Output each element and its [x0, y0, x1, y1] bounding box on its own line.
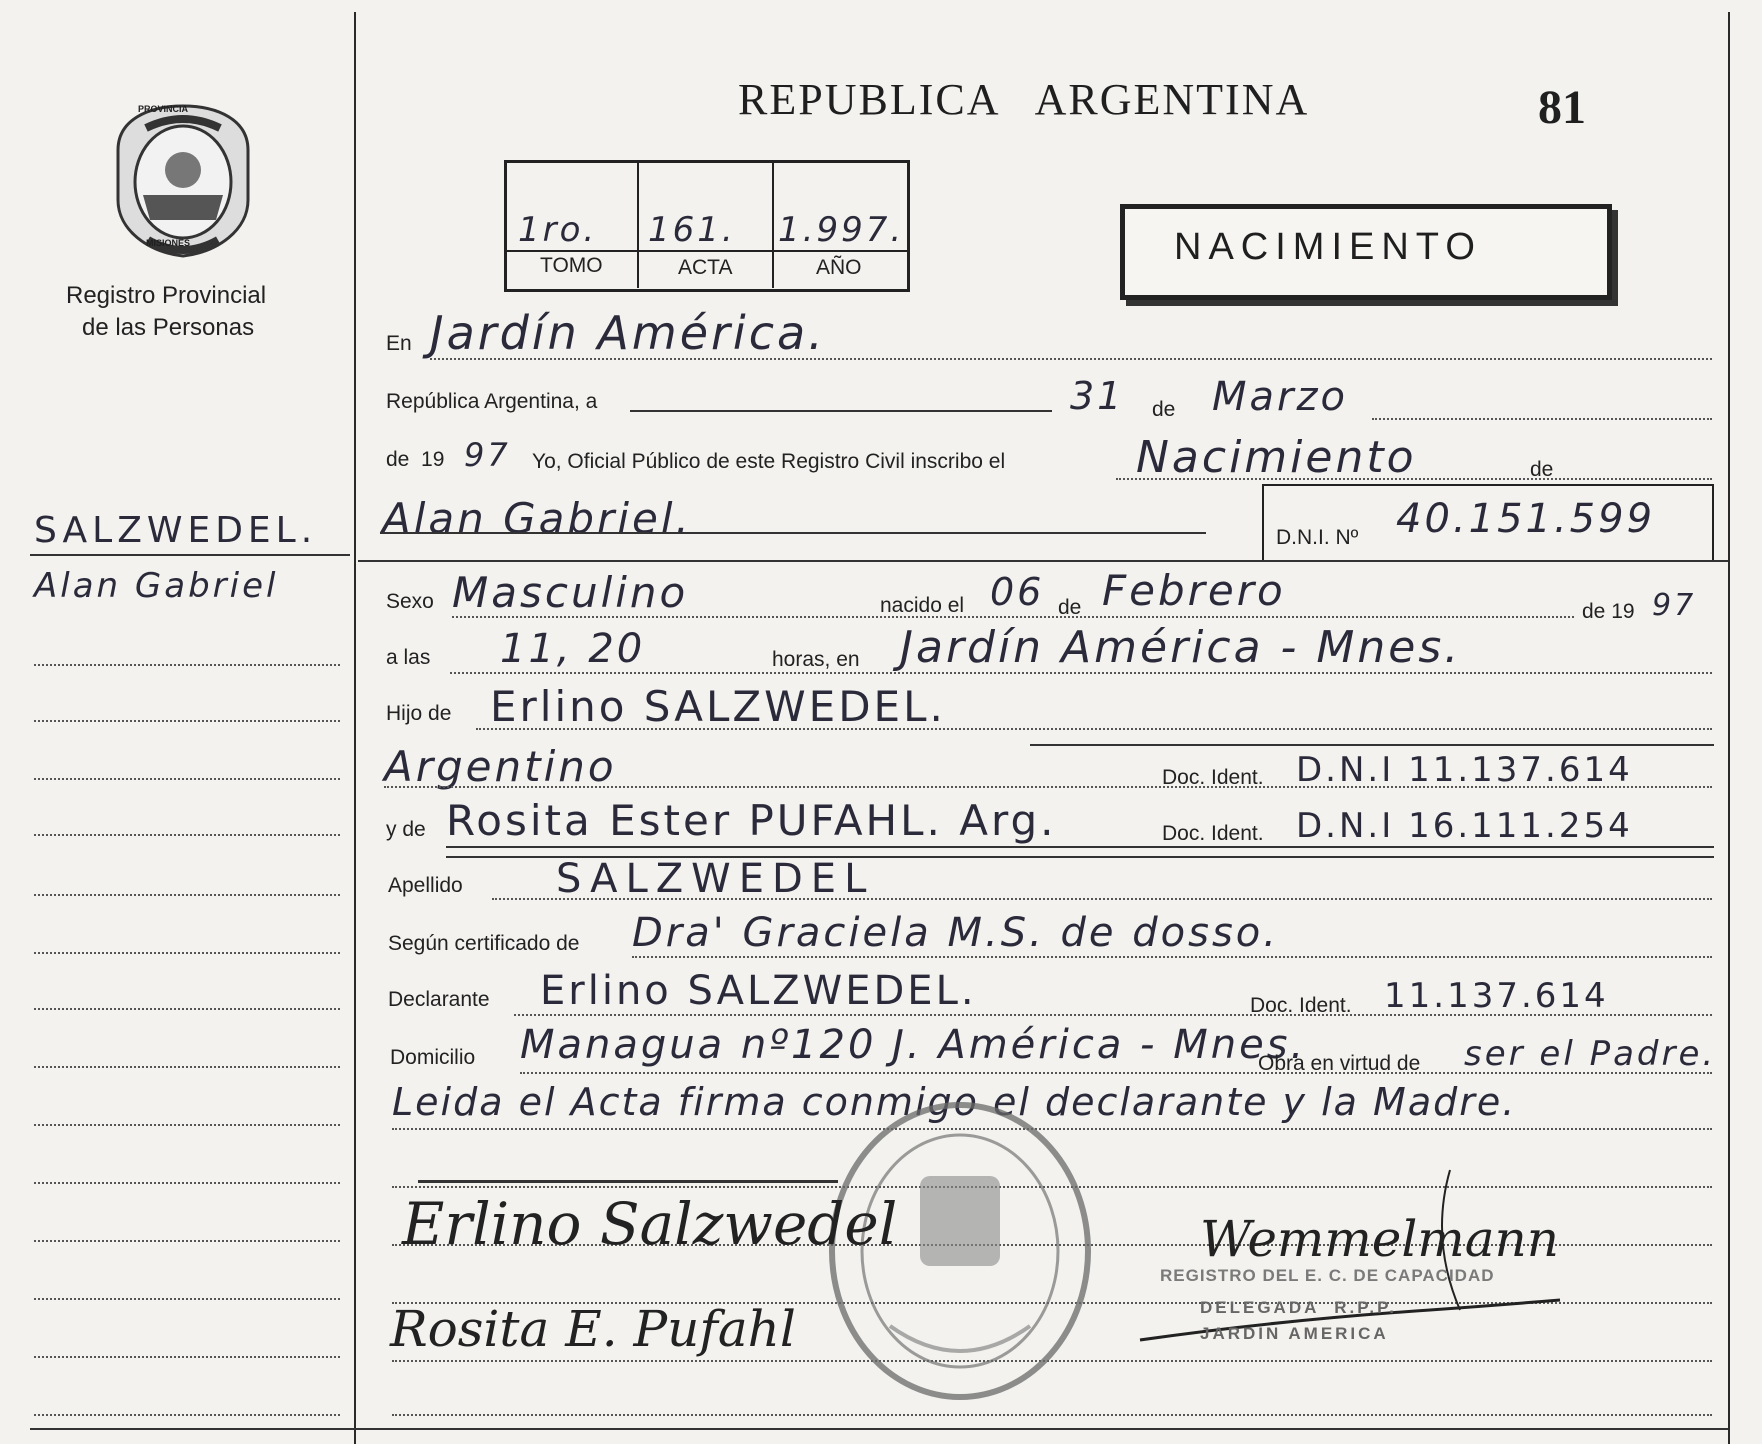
document-type: NACIMIENTO — [1174, 226, 1482, 268]
apellido-value: SALZWEDEL — [556, 856, 875, 902]
seal-text-bottom: MISIONES — [146, 238, 191, 248]
month-value: Marzo — [1212, 374, 1348, 420]
margin-surname: SALZWEDEL. — [34, 510, 318, 551]
father-name: Erlino SALZWEDEL. — [490, 682, 946, 731]
inscribo-text: Yo, Oficial Público de este Registro Civil inscribo el — [532, 450, 1006, 473]
domicilio-label: Domicilio — [390, 1046, 476, 1069]
declarante-doc-value: 11.137.614 — [1384, 976, 1609, 1016]
father-signature: Erlino Salzwedel — [402, 1190, 898, 1258]
stamp-line3: JARDIN AMERICA — [1200, 1324, 1389, 1343]
tomo-value: 1ro. — [518, 210, 598, 250]
hijo-label: Hijo de — [386, 702, 452, 725]
father-doc-value: D.N.I 11.137.614 — [1296, 750, 1633, 790]
closing-line: Leida el Acta firma conmigo el declarante y la Madre. — [392, 1080, 1517, 1124]
birth-place: Jardín América - Mnes. — [900, 622, 1462, 673]
margin-given-names: Alan Gabriel — [34, 566, 279, 606]
acta-label: ACTA — [678, 256, 733, 279]
year-prefix: de 19 — [386, 448, 445, 471]
sexo-label: Sexo — [386, 590, 434, 613]
de19-label: de 19 — [1582, 600, 1635, 623]
ano-label: AÑO — [816, 256, 862, 279]
dni-value: 40.151.599 — [1396, 496, 1656, 542]
en-label: En — [386, 332, 412, 355]
place-value: Jardín América. — [430, 306, 826, 360]
republica-label: República Argentina, a — [386, 390, 598, 413]
registry-seal-emblem — [108, 100, 258, 260]
official-signature: Wemmelmann — [1200, 1210, 1559, 1268]
time-value: 11, 20 — [500, 626, 646, 672]
de-label-3: de — [1058, 596, 1082, 619]
birth-year: 97 — [1652, 588, 1697, 623]
apellido-label: Apellido — [388, 874, 463, 897]
stamp-line1: REGISTRO DEL E. C. DE CAPACIDAD — [1160, 1266, 1495, 1285]
stamp-line2: DELEGADA R.P.P. — [1200, 1298, 1397, 1317]
child-name: Alan Gabriel. — [382, 494, 692, 543]
year-suffix: 97 — [464, 436, 511, 474]
mother-doc-label: Doc. Ident. — [1162, 822, 1264, 845]
de-label-2: de — [1530, 458, 1554, 481]
obra-label: Obra en virtud de — [1258, 1052, 1421, 1075]
dni-label: D.N.I. Nº — [1276, 526, 1359, 549]
left-margin-rule — [354, 12, 356, 1444]
birth-month: Febrero — [1102, 566, 1286, 615]
tomo-label: TOMO — [540, 254, 603, 277]
mother-doc-value: D.N.I 16.111.254 — [1296, 806, 1633, 846]
de-label: de — [1152, 398, 1176, 421]
event-value: Nacimiento — [1136, 432, 1417, 483]
yde-label: y de — [386, 818, 426, 841]
declarante-doc-label: Doc. Ident. — [1250, 994, 1352, 1017]
mother-name: Rosita Ester PUFAHL. Arg. — [446, 796, 1057, 845]
domicilio-value: Managua nº120 J. América - Mnes. — [520, 1022, 1307, 1068]
day-value: 31 — [1070, 374, 1125, 418]
father-doc-label: Doc. Ident. — [1162, 766, 1264, 789]
mother-signature: Rosita E. Pufahl — [390, 1300, 796, 1358]
declarante-value: Erlino SALZWEDEL. — [540, 968, 977, 1014]
certificate-by: Dra' Graciela M.S. de dosso. — [632, 910, 1279, 956]
nacido-label: nacido el — [880, 594, 965, 617]
acta-value: 161. — [648, 210, 736, 250]
ano-value: 1.997. — [778, 210, 905, 250]
alas-label: a las — [386, 646, 431, 669]
declarante-label: Declarante — [388, 988, 490, 1011]
seal-text-top: PROVINCIA — [138, 104, 189, 114]
page-number: 81 — [1538, 81, 1586, 134]
sexo-value: Masculino — [452, 568, 689, 617]
birth-day: 06 — [990, 570, 1045, 614]
page-title: REPUBLICA ARGENTINA — [738, 75, 1310, 124]
father-nationality: Argentino — [384, 742, 617, 791]
registry-name-line2: de las Personas — [82, 314, 255, 341]
segun-label: Según certificado de — [388, 932, 580, 955]
right-margin-rule — [1728, 12, 1730, 1444]
obra-value: ser el Padre. — [1464, 1034, 1717, 1074]
registry-name-line1: Registro Provincial — [66, 282, 267, 309]
horas-label: horas, en — [772, 648, 860, 671]
